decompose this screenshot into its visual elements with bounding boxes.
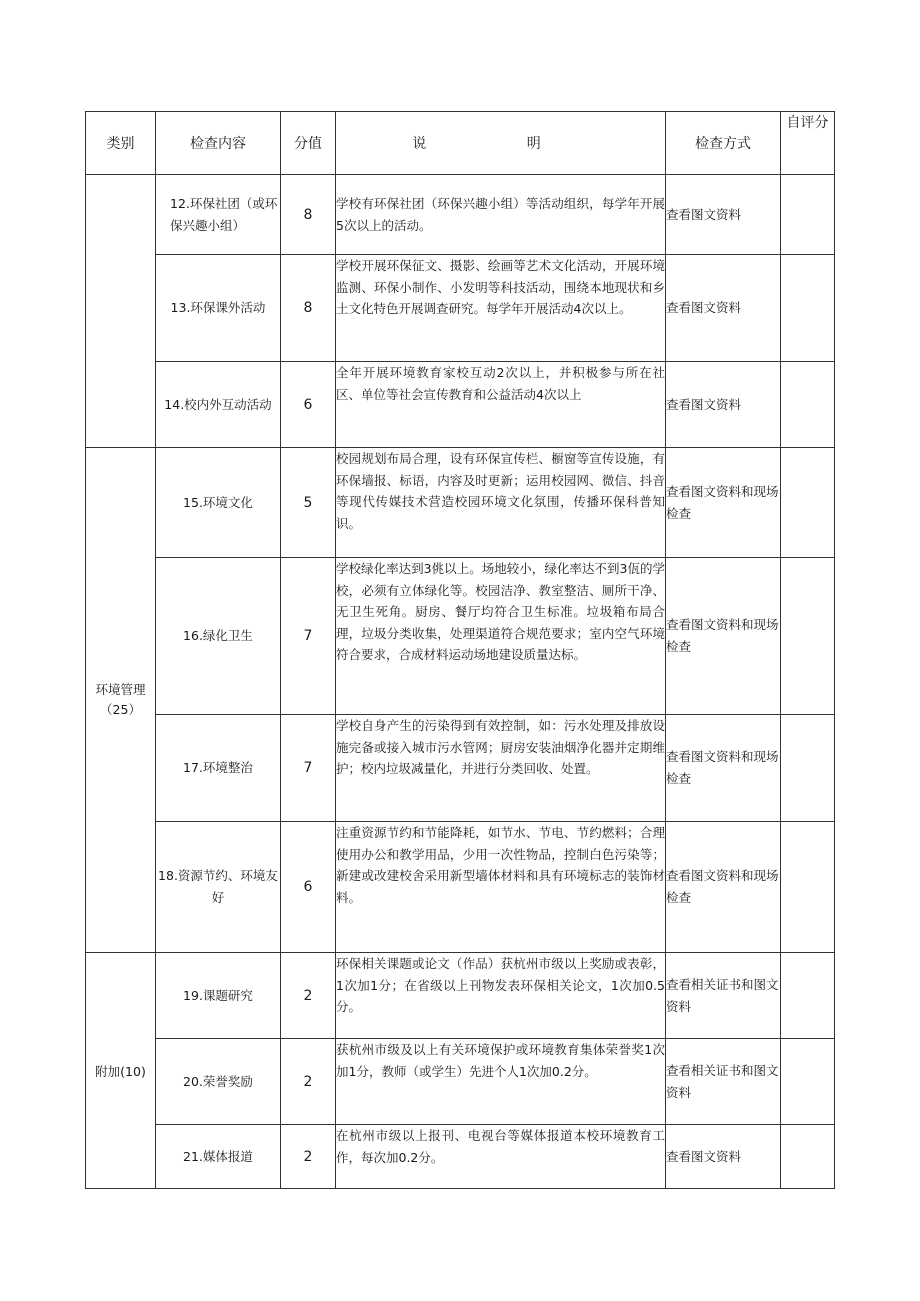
header-score: 分值 <box>281 112 336 175</box>
item-cell: 16.绿化卫生 <box>156 558 281 715</box>
score-cell: 6 <box>281 362 336 448</box>
description-cell: 校园规划布局合理，设有环保宣传栏、橱窗等宣传设施，有环保墙报、标语，内容及时更新；运用校园网、微信、抖音等现代传媒技术营造校园环境文化氛围，传播环保科普知识。 <box>336 448 666 558</box>
method-cell: 查看相关证书和图文资料 <box>666 953 781 1039</box>
item-cell: 13.环保课外活动 <box>156 255 281 362</box>
table-row <box>86 362 835 448</box>
table-row <box>86 175 835 255</box>
self-score-cell <box>781 715 835 822</box>
header-description <box>336 112 666 175</box>
description-cell: 在杭州市级以上报刊、电视台等媒体报道本校环境教育工作，每次加0.2分。 <box>336 1125 666 1189</box>
table-row <box>86 255 835 362</box>
method-cell: 查看图文资料和现场检查 <box>666 715 781 822</box>
table-row <box>86 558 835 715</box>
self-score-cell <box>781 1125 835 1189</box>
category-cell: 环境管理（25） <box>86 448 156 953</box>
self-score-cell <box>781 558 835 715</box>
item-cell: 17.环境整治 <box>156 715 281 822</box>
header-row <box>86 112 835 175</box>
score-cell: 7 <box>281 715 336 822</box>
table-row <box>86 953 835 1039</box>
description-cell: 学校自身产生的污染得到有效控制，如：污水处理及排放设施完备或接入城市污水管网；厨房安装油烟净化器并定期维护；校内垃圾减量化，并进行分类回收、处置。 <box>336 715 666 822</box>
item-cell: 19.课题研究 <box>156 953 281 1039</box>
self-score-cell <box>781 362 835 448</box>
score-cell: 8 <box>281 175 336 255</box>
self-score-cell <box>781 448 835 558</box>
self-score-cell <box>781 953 835 1039</box>
item-cell: 15.环境文化 <box>156 448 281 558</box>
description-cell: 全年开展环境教育家校互动2次以上，并积极参与所在社区、单位等社会宣传教育和公益活动4次以上 <box>336 362 666 448</box>
description-cell: 学校有环保社团（环保兴趣小组）等活动组织，每学年开展5次以上的活动。 <box>336 175 666 255</box>
self-score-cell <box>781 1039 835 1125</box>
header-description-text: 说 明 <box>412 136 589 152</box>
method-cell: 查看图文资料 <box>666 255 781 362</box>
self-score-cell <box>781 175 835 255</box>
category-cell <box>86 175 156 448</box>
item-cell: 12.环保社团（或环保兴趣小组） <box>156 175 281 255</box>
header-self-score: 自评分 <box>781 112 835 175</box>
table-row <box>86 448 835 558</box>
item-cell: 18.资源节约、环境友好 <box>156 822 281 953</box>
score-cell: 2 <box>281 953 336 1039</box>
description-cell: 学校开展环保征文、摄影、绘画等艺术文化活动，开展环境监测、环保小制作、小发明等科技活动，围绕本地现状和乡土文化特色开展调查研究。每学年开展活动4次以上。 <box>336 255 666 362</box>
table-row <box>86 715 835 822</box>
method-cell: 查看图文资料和现场检查 <box>666 558 781 715</box>
self-score-cell <box>781 255 835 362</box>
table-row <box>86 1039 835 1125</box>
score-cell: 5 <box>281 448 336 558</box>
table-row <box>86 822 835 953</box>
method-cell: 查看图文资料和现场检查 <box>666 822 781 953</box>
description-cell: 获杭州市级及以上有关环境保护或环境教育集体荣誉奖1次加1分，教师（或学生）先进个人1次加0.2分。 <box>336 1039 666 1125</box>
method-cell: 查看图文资料 <box>666 362 781 448</box>
item-cell: 21.媒体报道 <box>156 1125 281 1189</box>
score-cell: 6 <box>281 822 336 953</box>
method-cell: 查看图文资料和现场检查 <box>666 448 781 558</box>
method-cell: 查看相关证书和图文资料 <box>666 1039 781 1125</box>
item-cell: 14.校内外互动活动 <box>156 362 281 448</box>
evaluation-table <box>85 111 835 1189</box>
score-cell: 7 <box>281 558 336 715</box>
table-row <box>86 1125 835 1189</box>
item-cell: 20.荣誉奖励 <box>156 1039 281 1125</box>
category-cell: 附加(10) <box>86 953 156 1189</box>
score-cell: 2 <box>281 1125 336 1189</box>
description-cell: 学校绿化率达到3佻以上。场地较小，绿化率达不到3佤的学校，必须有立体绿化等。校园洁净、教室整洁、厕所干净、无卫生死角。厨房、餐厅均符合卫生标准。垃圾箱布局合理，垃圾分类收集，处理渠道符合规范要求；室内空气环境符合要求，合成材料运动场地建设质量达标。 <box>336 558 666 715</box>
header-category: 类别 <box>86 112 156 175</box>
score-cell: 2 <box>281 1039 336 1125</box>
header-content: 检查内容 <box>156 112 281 175</box>
description-cell: 环保相关课题或论文（作品）获杭州市级以上奖励或表彰，1次加1分；在省级以上刊物发表环保相关论文，1次加0.5分。 <box>336 953 666 1039</box>
header-method: 检查方式 <box>666 112 781 175</box>
method-cell: 查看图文资料 <box>666 175 781 255</box>
method-cell: 查看图文资料 <box>666 1125 781 1189</box>
self-score-cell <box>781 822 835 953</box>
score-cell: 8 <box>281 255 336 362</box>
description-cell: 注重资源节约和节能降耗，如节水、节电、节约燃料；合理使用办公和教学用品，少用一次性物品，控制白色污染等；新建或改建校舍采用新型墙体材料和具有环境标志的装饰材料。 <box>336 822 666 953</box>
